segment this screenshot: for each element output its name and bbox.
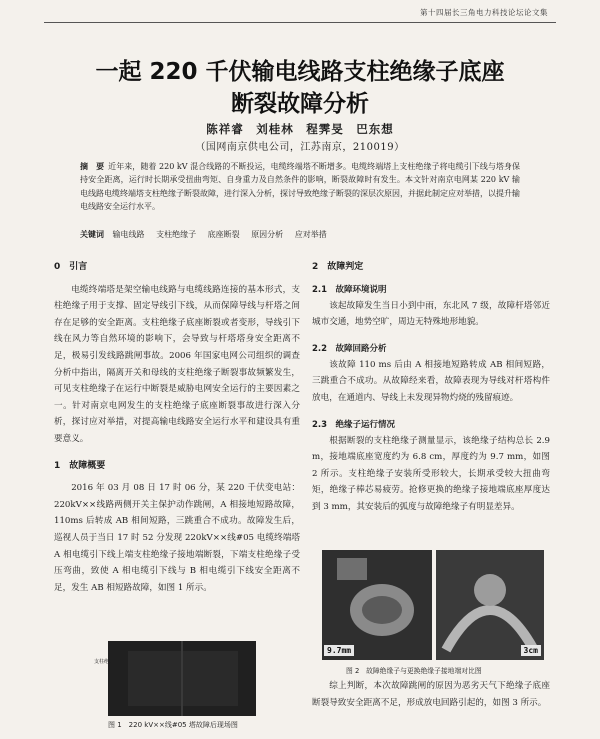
subsection-heading-environment: 2.1 故障环境说明 (312, 284, 387, 295)
insulator-paragraph: 根据断裂的支柱绝缘子测量显示，该绝缘子结构总长 2.9 m，接地端底座宽度约为 6.8 cm，厚度约为 9.7 mm，如图 2 所示。支柱绝缘子安装所受形较大，长期承受较大扭曲弯矩，绝缘子棒芯易疲劳。抢修更换的绝缘子接地端底座厚度达到 3 mm，其安装后的弧度与故障绝缘子有明显差异。 (312, 435, 550, 512)
measurement-tag-right: 3cm (521, 645, 541, 656)
keyword-item: 支柱绝缘子 (156, 230, 197, 239)
figure-2-left-scene (322, 550, 432, 660)
figure-2-right-scene (436, 550, 544, 660)
intro-paragraph: 电缆终端塔是架空输电线路与电缆线路连接的基本形式，支柱绝缘子用于支撑、固定导线引下线，从而保障导线与杆塔之间存在足够的安全距离。支柱绝缘子底座断裂或者变形，导线引下线在风力等自然环境的影响下，会导致与杆塔塔身安全距离不足，极易引发线路跳闸事故。2006 年国家电网公司组织的调查分析中指出，隔离开关和母线的支柱绝缘子断裂事故频繁发生，可见支柱绝缘子在运行中断裂是威胁电网安全运行的主要因素之一。针对南京电网发生的支柱绝缘子底座断裂事故进行深入分析，探讨应对举措，对提高输电线路安全运行水平和建设具有重要意义。 (54, 284, 300, 444)
figure-1-label: 支柱绝缘子 (94, 659, 120, 665)
figure-2-photo-left (322, 550, 432, 660)
left-column (54, 259, 300, 596)
right-column (312, 259, 550, 516)
keywords (80, 229, 520, 240)
figure-1-caption: 图 1 220 kV××线#05 塔故障后现场图 (108, 721, 238, 729)
header-rule (44, 22, 556, 23)
running-header: 第十四届长三角电力科技论坛论文集 (420, 8, 548, 17)
section-heading-intro: 0 引言 (54, 262, 88, 272)
abstract-label: 摘 要 (80, 162, 105, 171)
keyword-item: 原因分析 (251, 230, 284, 239)
conclusion-paragraph (312, 678, 550, 711)
abstract-text: 近年来，随着 220 kV 混合线路的不断投运，电缆终端塔不断增多。电缆终端塔上支柱绝缘子将电缆引下线与塔身保持安全距离，运行时长期承受扭曲弯矩、自身重力及自然条件的影响，断裂故障时有发生。本文针对南京电网某 220 kV 输电线路电缆终端塔支柱绝缘子断裂故障，进行深入分析，探讨导致绝缘子断裂的深层次原因，并据此制定应对举措，以提升输电线路安全运行水平。 (80, 162, 521, 212)
title-line-1: 一起 220 千伏输电线路支柱绝缘子底座 (95, 59, 505, 85)
subsection-heading-insulator: 2.3 绝缘子运行情况 (312, 419, 396, 430)
circuit-paragraph: 该故障 110 ms 后由 A 相接地短路转成 AB 相间短路，三跳重合不成功。从故障经来看，故障表现为导线对杆塔构件放电，在通道内、导线上未发现异物灼烧的残留痕迹。 (312, 359, 550, 403)
measurement-tag-left: 9.7mm (324, 645, 354, 656)
section-heading-overview: 1 故障概要 (54, 460, 106, 471)
keyword-item: 应对举措 (294, 230, 327, 239)
section-heading-judgement: 2 故障判定 (312, 262, 364, 272)
overview-paragraph: 2016 年 03 月 08 日 17 时 06 分，某 220 千伏变电站：220kV××线路两侧开关主保护动作跳闸，A 相接地短路故障，110ms 后转成 AB 相间短路，三跳重合不成功。故障发生后，巡视人员于当日 17 时 52 分发现 220kV××线#05 电缆终端塔 A 相电缆引下线上端支柱绝缘子接地端断裂，下端支柱绝缘子受压弯曲，致使 A 相电缆引下线与 B 相电缆引下线安全距离不足，发生 AB 相短路故障，如图 1 所示。 (54, 483, 300, 593)
conclusion-text: 综上判断，本次故障跳闸的原因为恶劣天气下绝缘子底座断裂导致安全距离不足，形成放电回路引起的，如图 3 所示。 (312, 681, 550, 708)
figure-2-photo-right (436, 550, 544, 660)
figure-2-caption: 图 2 故障绝缘子与更换绝缘子接地端对比图 (346, 667, 482, 675)
subsection-heading-circuit: 2.2 故障回路分析 (312, 343, 387, 354)
authors: 陈祥睿 刘桂林 程霁旻 巴东想 (206, 122, 394, 136)
keyword-item: 底座断裂 (207, 230, 240, 239)
keywords-label: 关键词 (80, 230, 104, 239)
environment-paragraph: 该起故障发生当日小到中雨，东北风 7 级，故障杆塔邻近城市交通，地势空旷，周边无特殊地形地貌。 (312, 300, 550, 328)
title-line-2: 断裂故障分析 (231, 91, 369, 117)
figure-1-scene (108, 641, 256, 716)
paper-title (30, 56, 570, 120)
affiliation: （国网南京供电公司，江苏南京，210019） (195, 142, 405, 153)
figure-1-photo (108, 641, 256, 716)
abstract (80, 160, 520, 214)
keyword-item: 输电线路 (112, 230, 145, 239)
